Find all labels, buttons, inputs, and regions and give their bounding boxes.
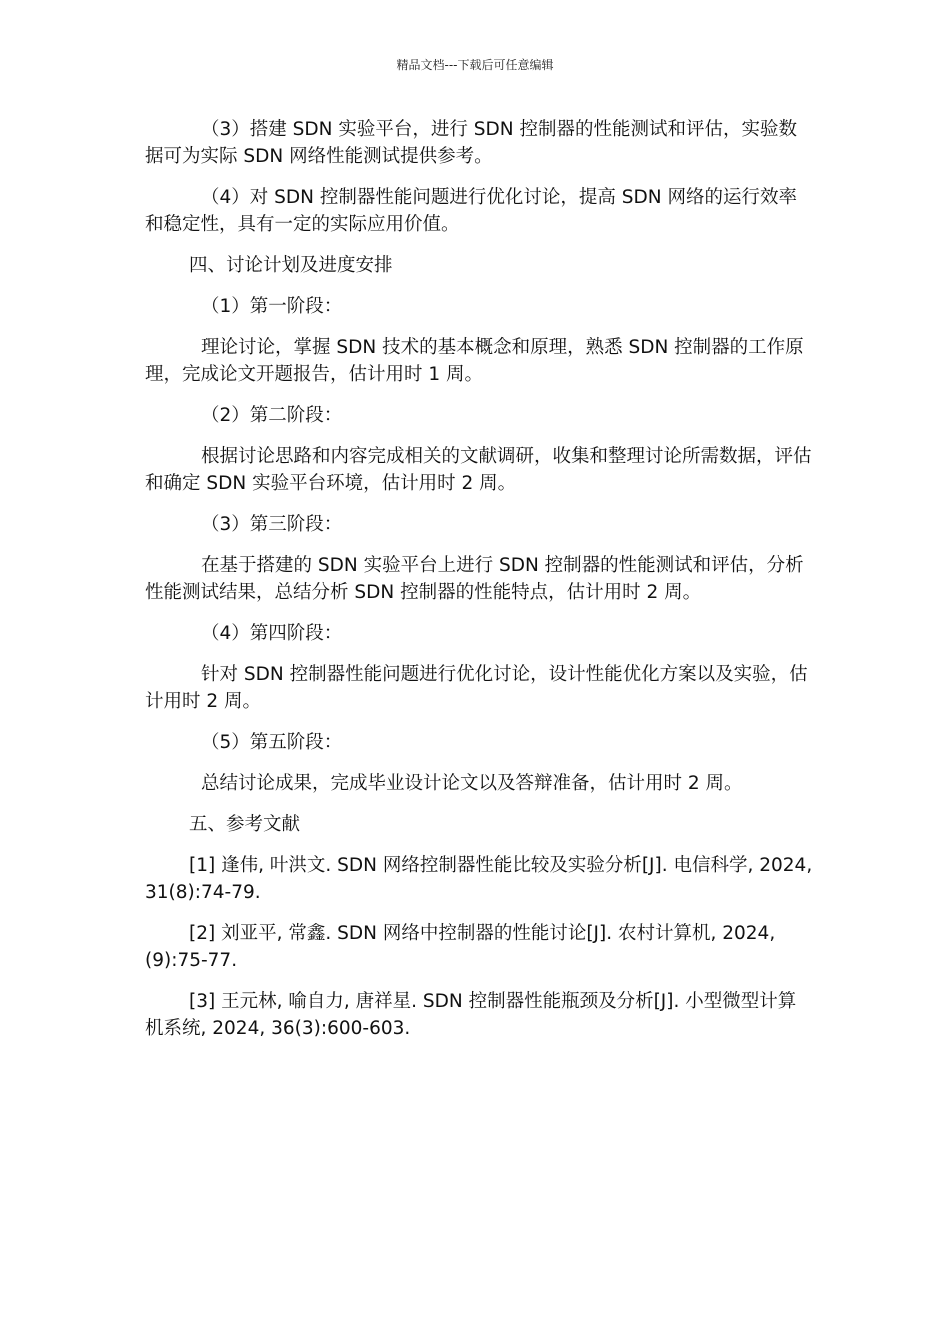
stage-1-description: 理论讨论，掌握 SDN 技术的基本概念和原理，熟悉 SDN 控制器的工作原理，完成论文开题报告，估计用时 1 周。 [145, 337, 804, 385]
stage-1-heading: （1）第一阶段： [201, 296, 343, 317]
stage-4-heading: （4）第四阶段： [201, 623, 343, 644]
stage-2-description: 根据讨论思路和内容完成相关的文献调研，收集和整理讨论所需数据，评估和确定 SDN 实验平台环境，估计用时 2 周。 [145, 446, 812, 494]
stage-2-heading: （2）第二阶段： [201, 405, 343, 426]
stage-4-description: 针对 SDN 控制器性能问题进行优化讨论，设计性能优化方案以及实验，估计用时 2 周。 [145, 664, 808, 712]
reference-item: [2] 刘亚平, 常鑫. SDN 网络中控制器的性能讨论[J]. 农村计算机, 2024, (9):75-77. [145, 923, 776, 971]
section-heading-references: 五、参考文献 [189, 814, 301, 835]
paragraph-objective-4: （4）对 SDN 控制器性能问题进行优化讨论，提高 SDN 网络的运行效率和稳定性，具有一定的实际应用价值。 [145, 187, 797, 235]
stage-5-heading: （5）第五阶段： [201, 732, 343, 753]
document-body [145, 116, 813, 1042]
page-header: 精品文档---下载后可任意编辑 [396, 58, 554, 72]
section-heading-schedule: 四、讨论计划及进度安排 [189, 255, 393, 276]
stage-5-description: 总结讨论成果，完成毕业设计论文以及答辩准备，估计用时 2 周。 [201, 773, 743, 794]
stage-3-description: 在基于搭建的 SDN 实验平台上进行 SDN 控制器的性能测试和评估，分析性能测试结果，总结分析 SDN 控制器的性能特点，估计用时 2 周。 [145, 555, 804, 603]
reference-item: [1] 逢伟, 叶洪文. SDN 网络控制器性能比较及实验分析[J]. 电信科学, 2024, 31(8):74-79. [145, 855, 813, 903]
paragraph-objective-3: （3）搭建 SDN 实验平台，进行 SDN 控制器的性能测试和评估，实验数据可为实际 SDN 网络性能测试提供参考。 [145, 119, 797, 167]
reference-item: [3] 王元林, 喻自力, 唐祥星. SDN 控制器性能瓶颈及分析[J]. 小型微型计算机系统, 2024, 36(3):600-603. [145, 991, 797, 1039]
stage-3-heading: （3）第三阶段： [201, 514, 343, 535]
